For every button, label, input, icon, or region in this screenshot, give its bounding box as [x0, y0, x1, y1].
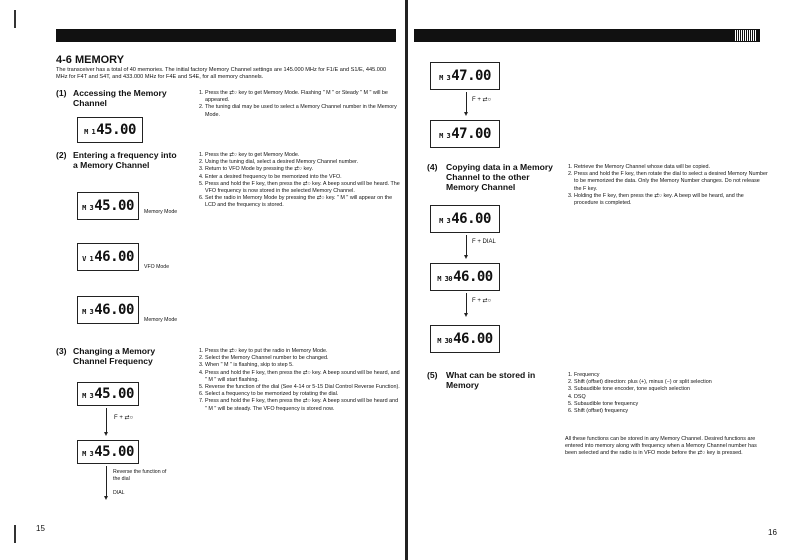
lcd-frequency: 46.00: [94, 249, 134, 265]
heading-number: (4): [427, 162, 438, 172]
stored-items-list: [565, 372, 768, 415]
page-gutter: [405, 0, 408, 560]
lcd-frequency: 46.00: [94, 302, 134, 318]
lcd-display: [430, 325, 500, 353]
list-item: 2. Shift (offset) direction: plus (+), minus (−) or split selection: [574, 379, 768, 386]
heading-copying-data: Copying data in a Memory Channel to the other Memory Channel: [446, 162, 553, 192]
step: 1. Retrieve the Memory Channel whose data will be copied.: [574, 164, 768, 171]
list-item: 5. Subaudible tone frequency: [574, 401, 768, 408]
arrow-head: [464, 313, 468, 317]
page-number-left: 15: [36, 524, 45, 533]
lcd-display: [77, 296, 139, 324]
lcd-display: [77, 192, 139, 220]
header-bar-left: [56, 29, 396, 42]
lcd-display: [430, 205, 500, 233]
section-title: 4-6 MEMORY: [56, 54, 125, 66]
step: 2. The tuning dial may be used to select a Memory Channel number in the Memory Mode.: [205, 104, 401, 118]
steps-entering: [196, 152, 401, 210]
lcd-frequency: 45.00: [96, 122, 136, 138]
lcd-display: [77, 382, 139, 406]
intro-text: The transceiver has a total of 40 memories. The initial factory Memory Channel settings are 145.000 MHz for F1/E and S1/E, 445.000 MHz for F4T and S4T, and 433.000 MHz for F4E and S4E, for all memory channels.: [56, 67, 387, 81]
mode-label: VFO Mode: [144, 264, 170, 270]
heading-accessing-memory: Accessing the Memory Channel: [73, 88, 167, 108]
steps-accessing: [196, 90, 401, 119]
reverse-note: Reverse the function of the dial: [113, 469, 167, 482]
steps-copying: [565, 164, 768, 207]
lcd-display: [430, 120, 500, 148]
lcd-channel: M 3: [439, 217, 451, 225]
arrow-head: [464, 112, 468, 116]
heading-changing-frequency: Changing a Memory Channel Frequency: [73, 346, 156, 366]
flow-arrow: [466, 92, 467, 112]
arrow-head: [104, 432, 108, 436]
step: 3. Return to VFO Mode by pressing the ⇄○ key.: [205, 166, 401, 173]
key-combo-label: F + ⇄○: [472, 97, 492, 103]
flow-arrow: [466, 293, 467, 313]
step: 2. Press and hold the F key, then rotate the dial to select a desired Memory Number to be memorized the data. Only the Memory Number changes. Do not release the F key.: [574, 171, 768, 193]
lcd-frequency: 45.00: [94, 198, 134, 214]
lcd-channel: V 1: [82, 255, 94, 263]
step: 1. Press the ⇄○ key to get Memory Mode.: [205, 152, 401, 159]
lcd-frequency: 47.00: [451, 126, 491, 142]
lcd-channel: M 3: [439, 132, 451, 140]
list-item: 3. Subaudible tone encoder, tone squelch selection: [574, 386, 768, 393]
key-combo-label: F + DIAL: [472, 239, 496, 245]
lcd-display: [77, 243, 139, 271]
step: 5. Press and hold the F key, then press the ⇄○ key. A beep sound will be heard. The VFO frequency is now stored in the selected Memory Channel.: [205, 181, 401, 195]
heading-what-stored: What can be stored in Memory: [446, 370, 536, 390]
lcd-channel: M 3: [82, 392, 94, 400]
dial-label: DIAL: [113, 490, 125, 496]
list-item: 1. Frequency: [574, 372, 768, 379]
step: 4. Enter a desired frequency to be memorized into the VFO.: [205, 174, 401, 181]
heading-entering-frequency: Entering a frequency into a Memory Channel: [73, 150, 177, 170]
barcode-mark: [735, 30, 757, 41]
lcd-frequency: 45.00: [94, 444, 134, 460]
flow-arrow: [466, 235, 467, 255]
heading-number: (1): [56, 88, 67, 98]
lcd-display: [77, 117, 143, 143]
lcd-frequency: 45.00: [94, 386, 134, 402]
edge-mark: [14, 525, 16, 543]
mode-label: Memory Mode: [144, 209, 178, 215]
lcd-channel: M 3: [439, 74, 451, 82]
lcd-channel: M 1: [84, 128, 96, 136]
heading-number: (5): [427, 370, 438, 380]
lcd-channel: M 3: [82, 204, 94, 212]
lcd-display: [430, 62, 500, 90]
heading-number: (3): [56, 346, 67, 356]
step: 1. Press the ⇄○ key to get Memory Mode. Flashing " M " or Steady " M " will be appeared.: [205, 90, 401, 104]
step: 6. Select a frequency to be memorized by rotating the dial.: [205, 391, 401, 398]
key-combo-label: F + ⇄○: [472, 298, 492, 304]
step: 4. Press and hold the F key, then press the ⇄○ key. A beep sound will be heard, and " M " will start flashing.: [205, 370, 401, 384]
key-combo-label: F + ⇄○: [114, 415, 134, 421]
lcd-frequency: 46.00: [453, 331, 493, 347]
step: 1. Press the ⇄○ key to put the radio in Memory Mode.: [205, 348, 401, 355]
lcd-channel: M 30: [437, 337, 453, 345]
lcd-channel: M 30: [437, 275, 453, 283]
step: 3. When " M " is flashing, skip to step 5.: [205, 362, 401, 369]
steps-changing: [196, 348, 401, 413]
lcd-display: [77, 440, 139, 464]
list-item: 6. Shift (offset) frequency: [574, 408, 768, 415]
step: 2. Select the Memory Channel number to be changed.: [205, 355, 401, 362]
step: 6. Set the radio in Memory Mode by pressing the ⇄○ key. " M " will appear on the LCD and the frequency is stored.: [205, 195, 401, 209]
lcd-channel: M 3: [82, 308, 94, 316]
flow-arrow: [106, 466, 107, 496]
step: 7. Press and hold the F key, then press the ⇄○ key. A beep sound will be heard and " M " will be steady. The VFO frequency is stored now.: [205, 398, 401, 412]
heading-number: (2): [56, 150, 67, 160]
lcd-channel: M 3: [82, 450, 94, 458]
step: 2. Using the tuning dial, select a desired Memory Channel number.: [205, 159, 401, 166]
arrow-head: [464, 255, 468, 259]
mode-label: Memory Mode: [144, 317, 178, 323]
step: 3. Holding the F key, then press the ⇄○ key. A beep will be heard, and the procedure is completed.: [574, 193, 768, 207]
page-number-right: 16: [768, 528, 777, 537]
list-item: 4. DSQ: [574, 394, 768, 401]
lcd-display: [430, 263, 500, 291]
lcd-frequency: 47.00: [451, 68, 491, 84]
stored-paragraph: All these functions can be stored in any Memory Channel. Desired functions are entered into memory along with frequency when a Memory Channel number has been selected and the radio is in VFO mode before the ⇄○ key is pressed.: [565, 436, 757, 457]
lcd-frequency: 46.00: [451, 211, 491, 227]
arrow-head: [104, 496, 108, 500]
lcd-frequency: 46.00: [453, 269, 493, 285]
flow-arrow: [106, 408, 107, 432]
header-bar-right: [414, 29, 760, 42]
step: 5. Reverse the function of the dial (See 4-14 or 5-15 Dial Control Reverse Function).: [205, 384, 401, 391]
edge-mark: [14, 10, 16, 28]
